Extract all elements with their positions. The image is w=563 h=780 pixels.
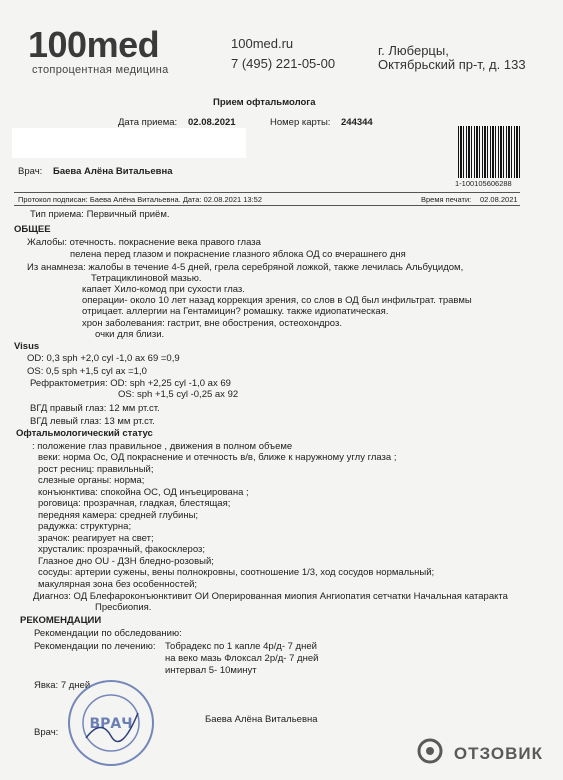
clinic-city: г. Люберцы, [378, 43, 449, 58]
status-line: зрачок: реагирует на свет; [38, 533, 154, 544]
anamnesis-line: капает Хило-комод при сухости глаз. [82, 284, 245, 295]
diagnosis: Диагноз: ОД Блефароконъюнктивит ОИ Оперированная миопия Ангиопатия сетчатки Начальная катаракта [33, 591, 508, 602]
status-line: сосуды: артерии сужены, вены полнокровны, соотношение 1/3, ход сосудов нормальный; [38, 567, 435, 578]
visit-date: 02.08.2021 [188, 117, 236, 128]
protocol-signed: Протокол подписан: Баева Алёна Витальевна. Дата: 02.08.2021 13:52 [18, 195, 263, 204]
section-visus: Visus [14, 341, 40, 352]
treatment-label: Рекомендации по лечению: [34, 641, 156, 652]
clinic-website: 100med.ru [231, 36, 294, 51]
treatment-line: на веко мазь Флоксал 2р/д- 7 дней [165, 653, 319, 664]
status-line: макулярная зона без особенностей; [38, 579, 198, 590]
refractometry-od: Рефрактометрия: OD: sph +2,25 cyl -1,0 ax 69 [30, 378, 231, 389]
diagnosis: Пресбиопия. [95, 602, 152, 613]
clinic-phone: 7 (495) 221-05-00 [231, 56, 336, 71]
visit-date-label: Дата приема: [118, 117, 178, 128]
complaints-line: Жалобы: отечность. покраснение века правого глаза [27, 237, 261, 248]
iop-left: ВГД левый глаз: 13 мм рт.ст. [30, 416, 155, 427]
status-line: радужка: структурна; [38, 521, 132, 532]
card-number-label: Номер карты: [270, 117, 331, 128]
exam-recommendations: Рекомендации по обследованию: [34, 628, 182, 639]
appointment-type: Тип приема: Первичный приём. [30, 209, 170, 220]
treatment-line: интервал 5- 10минут [165, 665, 257, 676]
doctor-label: Врач: [18, 166, 43, 177]
complaints-line: пелена перед глазом и покраснение глазного яблока ОД со вчерашнего дня [70, 249, 406, 260]
visus-od: OD: 0,3 sph +2,0 cyl -1,0 ax 69 =0,9 [27, 353, 180, 364]
svg-text:ВРАЧ: ВРАЧ [89, 716, 133, 732]
anamnesis-line: Из анамнеза: жалобы в течение 4-5 дней, грела серебряной ложкой, также лечилась Альбуцидом, [27, 262, 464, 273]
status-line: конъюнктива: спокойна ОС, ОД инъецирована ; [38, 487, 249, 498]
visus-os: OS: 0,5 sph +1,5 cyl ax =1,0 [27, 366, 147, 377]
clinic-logo: 100med [28, 24, 160, 65]
footer-doctor-name: Баева Алёна Витальевна [205, 714, 318, 725]
anamnesis-line: хрон заболевания: гастрит, вне обострения, остеохондроз. [82, 318, 342, 329]
redacted-patient-name [12, 128, 246, 158]
barcode-number: 1-100105606288 [455, 179, 512, 188]
section-ophthalmic-status: Офтальмологический статус [16, 428, 153, 439]
card-number: 244344 [341, 117, 373, 128]
section-recommendations: РЕКОМЕНДАЦИИ [20, 615, 102, 626]
status-line: хрусталик: прозрачный, факосклероз; [38, 544, 206, 555]
iop-right: ВГД правый глаз: 12 мм рт.ст. [30, 403, 160, 414]
barcode [458, 126, 520, 178]
status-line: : положение глаз правильное , движения в полном объеме [32, 441, 293, 452]
print-date: 02.08.2021 [480, 195, 518, 204]
divider [14, 192, 520, 193]
otzovik-logo-icon [417, 738, 443, 764]
status-line: Глазное дно ОU - ДЗН бледно-розовый; [38, 556, 214, 567]
status-line: веки: норма Ос, ОД покраснение и отечность в/в, ближе к наружному углу глаза ; [38, 452, 397, 463]
doctor-name: Баева Алёна Витальевна [53, 166, 173, 177]
status-line: рост ресниц: правильный; [38, 464, 154, 475]
clinic-tagline: стопроцентная медицина [32, 64, 169, 76]
status-line: слезные органы: норма; [38, 475, 145, 486]
anamnesis-line: Тетрациклиновой мазью. [91, 273, 202, 284]
clinic-street: Октябрьский пр-т, д. 133 [378, 57, 526, 72]
status-line: передняя камера: средней глубины; [38, 510, 199, 521]
doctor-stamp [66, 678, 156, 768]
document-title: Прием офтальмолога [213, 97, 316, 108]
divider [14, 205, 520, 206]
watermark: ОТЗОВИК [453, 744, 543, 763]
anamnesis-line: отрицает. аллергии на Гентамицин? ромашку. также идиопатическая. [82, 306, 389, 317]
status-line: роговица: прозрачная, гладкая, блестящая; [38, 498, 231, 509]
anamnesis-line: операции- около 10 лет назад коррекция зрения, со слов в ОД был инфильтрат. травмы [82, 295, 472, 306]
return-visit: Явка: 7 дней [34, 680, 91, 691]
section-general: ОБЩЕЕ [14, 224, 51, 235]
footer-doctor-label: Врач: [34, 727, 59, 738]
print-time-label: Время печати: [421, 195, 472, 204]
refractometry-os: OS: sph +1,5 cyl -0,25 ax 92 [118, 389, 239, 400]
anamnesis-line: очки для близи. [95, 329, 165, 340]
treatment-line: Тобрадекс по 1 капле 4р/д- 7 дней [165, 641, 317, 652]
